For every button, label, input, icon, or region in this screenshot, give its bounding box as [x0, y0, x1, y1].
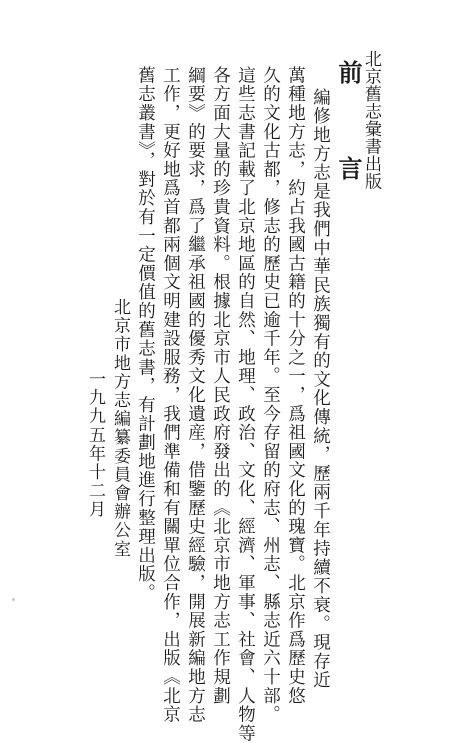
signature-date: 一九九五年十二月 — [85, 370, 105, 519]
body-column-3: 久的文化古都，修志的歷史已逾千年。至今存留的府志、州志、縣志近六十部。 — [260, 66, 281, 724]
signature-org: 北京市地方志編纂委員會辦公室 — [110, 298, 130, 559]
body-column-1: 編修地方志是我們中華民族獨有的文化傳統，歷兩千年持續不衰。現存近 — [310, 88, 331, 690]
body-column-2: 萬種地方志，約占我國古籍的十分之一，爲祖國文化的瑰寶。北京作爲歷史悠 — [285, 66, 306, 706]
body-column-5: 各方面大量的珍貴資料。根據北京市人民政府發出的《北京市地方志工作規劃 — [210, 66, 231, 706]
scan-speck — [12, 598, 15, 601]
body-column-8: 舊志叢書》，對於有一定價值的舊志書，有計劃地進行整理出版。 — [135, 66, 156, 603]
body-column-4: 這些志書記載了北京地區的自然、地理、政治、文化、經濟、軍事、社會、人物等 — [235, 66, 256, 743]
series-name: 北京舊志彙書出版 — [361, 50, 381, 190]
body-column-7: 工作，更好地爲首都兩個文明建設服務，我們準備和有關單位合作，出版《北京 — [160, 66, 181, 724]
body-column-6: 綱要》的要求，爲了繼承祖國的優秀文化遺産，借鑒歷史經驗，開展新編地方志 — [185, 66, 206, 724]
page-title: 前 言 — [334, 60, 363, 204]
